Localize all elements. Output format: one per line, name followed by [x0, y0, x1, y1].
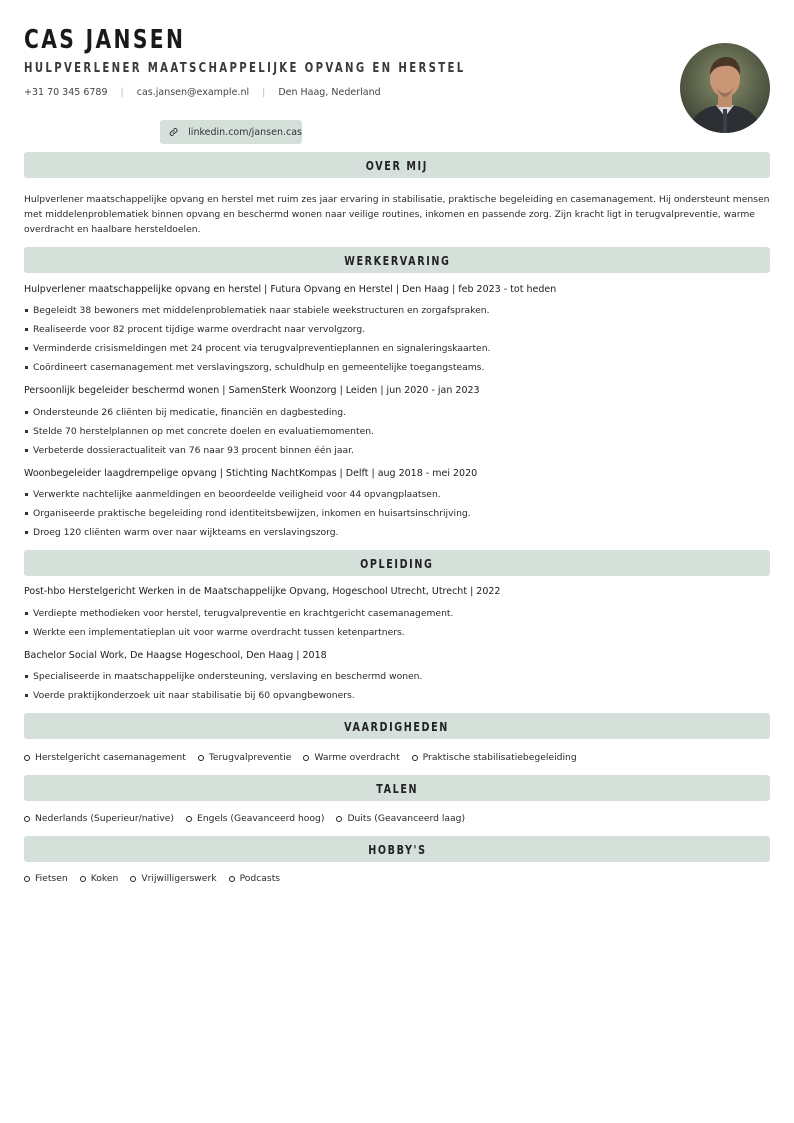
list-item: Stelde 70 herstelplannen op met concrete doelen en evaluatiemomenten. — [24, 425, 374, 439]
section-header-experience: WERKERVARING — [24, 247, 770, 273]
list-item: Begeleidt 38 bewoners met middelenproblematiek naar stabiele weekstructuren en zorgafspraken. — [24, 304, 490, 318]
candidate-role: HULPVERLENER MAATSCHAPPELIJKE OPVANG EN HERSTEL — [24, 61, 466, 76]
link-icon — [169, 126, 178, 138]
job-title: Persoonlijk begeleider beschermd wonen | SamenSterk Woonzorg | Leiden | jun 2020 - jan 2023 — [24, 385, 480, 396]
ring-bullet-icon — [303, 755, 309, 761]
education-title: Bachelor Social Work, De Haagse Hogeschool, Den Haag | 2018 — [24, 650, 327, 661]
list-item: Ondersteunde 26 cliënten bij medicatie, financiën en dagbesteding. — [24, 406, 346, 420]
list-item: Verwerkte nachtelijke aanmeldingen en beoordeelde veiligheid voor 44 opvangplaatsen. — [24, 488, 441, 502]
contact-line — [24, 86, 381, 100]
ring-bullet-icon — [24, 755, 30, 761]
separator: | — [120, 87, 124, 98]
ring-bullet-icon — [336, 816, 342, 822]
list-item: Verdiepte methodieken voor herstel, terugvalpreventie en krachtgericht casemanagement. — [24, 607, 453, 621]
list-item: Voerde praktijkonderzoek uit naar stabilisatie bij 60 opvangbewoners. — [24, 689, 355, 703]
ring-bullet-icon — [198, 755, 204, 761]
email-address[interactable]: cas.jansen@example.nl — [136, 87, 250, 98]
list-item: Coördineert casemanagement met verslavingszorg, schuldhulp en gemeentelijke toegangsteams. — [24, 361, 484, 375]
list-item: Verbeterde dossieractualiteit van 76 naar 93 procent binnen één jaar. — [24, 444, 354, 458]
list-item: Werkte een implementatieplan uit voor warme overdracht tussen ketenpartners. — [24, 626, 405, 640]
linkedin-url: linkedin.com/jansen.cas — [188, 126, 302, 138]
language-chip: Engels (Geavanceerd hoog) — [186, 812, 324, 826]
section-header-about: OVER MIJ — [24, 152, 770, 178]
hobby-chip: Koken — [80, 872, 119, 886]
skill-chip: Praktische stabilisatiebegeleiding — [412, 751, 577, 765]
section-header-languages: TALEN — [24, 775, 770, 801]
ring-bullet-icon — [229, 876, 235, 882]
ring-bullet-icon — [186, 816, 192, 822]
separator: | — [262, 87, 266, 98]
skills-list — [24, 751, 589, 765]
hobbies-list — [24, 872, 292, 886]
language-chip: Nederlands (Superieur/native) — [24, 812, 174, 826]
location: Den Haag, Nederland — [278, 87, 381, 98]
ring-bullet-icon — [24, 876, 30, 882]
candidate-name: CAS JANSEN — [24, 25, 186, 55]
ring-bullet-icon — [80, 876, 86, 882]
section-header-skills: VAARDIGHEDEN — [24, 713, 770, 739]
list-item: Realiseerde voor 82 procent tijdige warme overdracht naar vervolgzorg. — [24, 323, 365, 337]
list-item: Verminderde crisismeldingen met 24 procent via terugvalpreventieplannen en signaleringskaarten. — [24, 342, 490, 356]
avatar — [680, 43, 770, 133]
skill-chip: Warme overdracht — [303, 751, 399, 765]
list-item: Organiseerde praktische begeleiding rond identiteitsbewijzen, inkomen en huisartsinschrijving. — [24, 507, 471, 521]
list-item: Droeg 120 cliënten warm over naar wijkteams en verslavingszorg. — [24, 526, 339, 540]
section-header-hobbies: HOBBY'S — [24, 836, 770, 862]
linkedin-link[interactable] — [160, 120, 302, 144]
hobby-chip: Podcasts — [229, 872, 281, 886]
hobby-chip: Fietsen — [24, 872, 68, 886]
ring-bullet-icon — [130, 876, 136, 882]
job-title: Hulpverlener maatschappelijke opvang en herstel | Futura Opvang en Herstel | Den Haag | feb 2023 - tot heden — [24, 284, 557, 295]
list-item: Specialiseerde in maatschappelijke ondersteuning, verslaving en beschermd wonen. — [24, 670, 422, 684]
ring-bullet-icon — [24, 816, 30, 822]
hobby-chip: Vrijwilligerswerk — [130, 872, 216, 886]
skill-chip: Terugvalpreventie — [198, 751, 292, 765]
phone-number[interactable]: +31 70 345 6789 — [24, 87, 108, 98]
about-text: Hulpverlener maatschappelijke opvang en herstel met ruim zes jaar ervaring in stabilisatie, praktische begeleiding en casemanagement. Hij ondersteunt mensen met middelenproblematiek binnen opvang en beschermd wonen naar veilige routines, inkomen en passende zorg. Zijn kracht ligt in terugvalpreventie, warme overdracht en haalbare hersteldoelen. — [24, 194, 770, 235]
job-title: Woonbegeleider laagdrempelige opvang | Stichting NachtKompas | Delft | aug 2018 - mei 2020 — [24, 468, 478, 479]
education-title: Post-hbo Herstelgericht Werken in de Maatschappelijke Opvang, Hogeschool Utrecht, Utrecht | 2022 — [24, 586, 501, 597]
languages-list — [24, 812, 477, 826]
skill-chip: Herstelgericht casemanagement — [24, 751, 186, 765]
ring-bullet-icon — [412, 755, 418, 761]
section-header-education: OPLEIDING — [24, 550, 770, 576]
language-chip: Duits (Geavanceerd laag) — [336, 812, 465, 826]
